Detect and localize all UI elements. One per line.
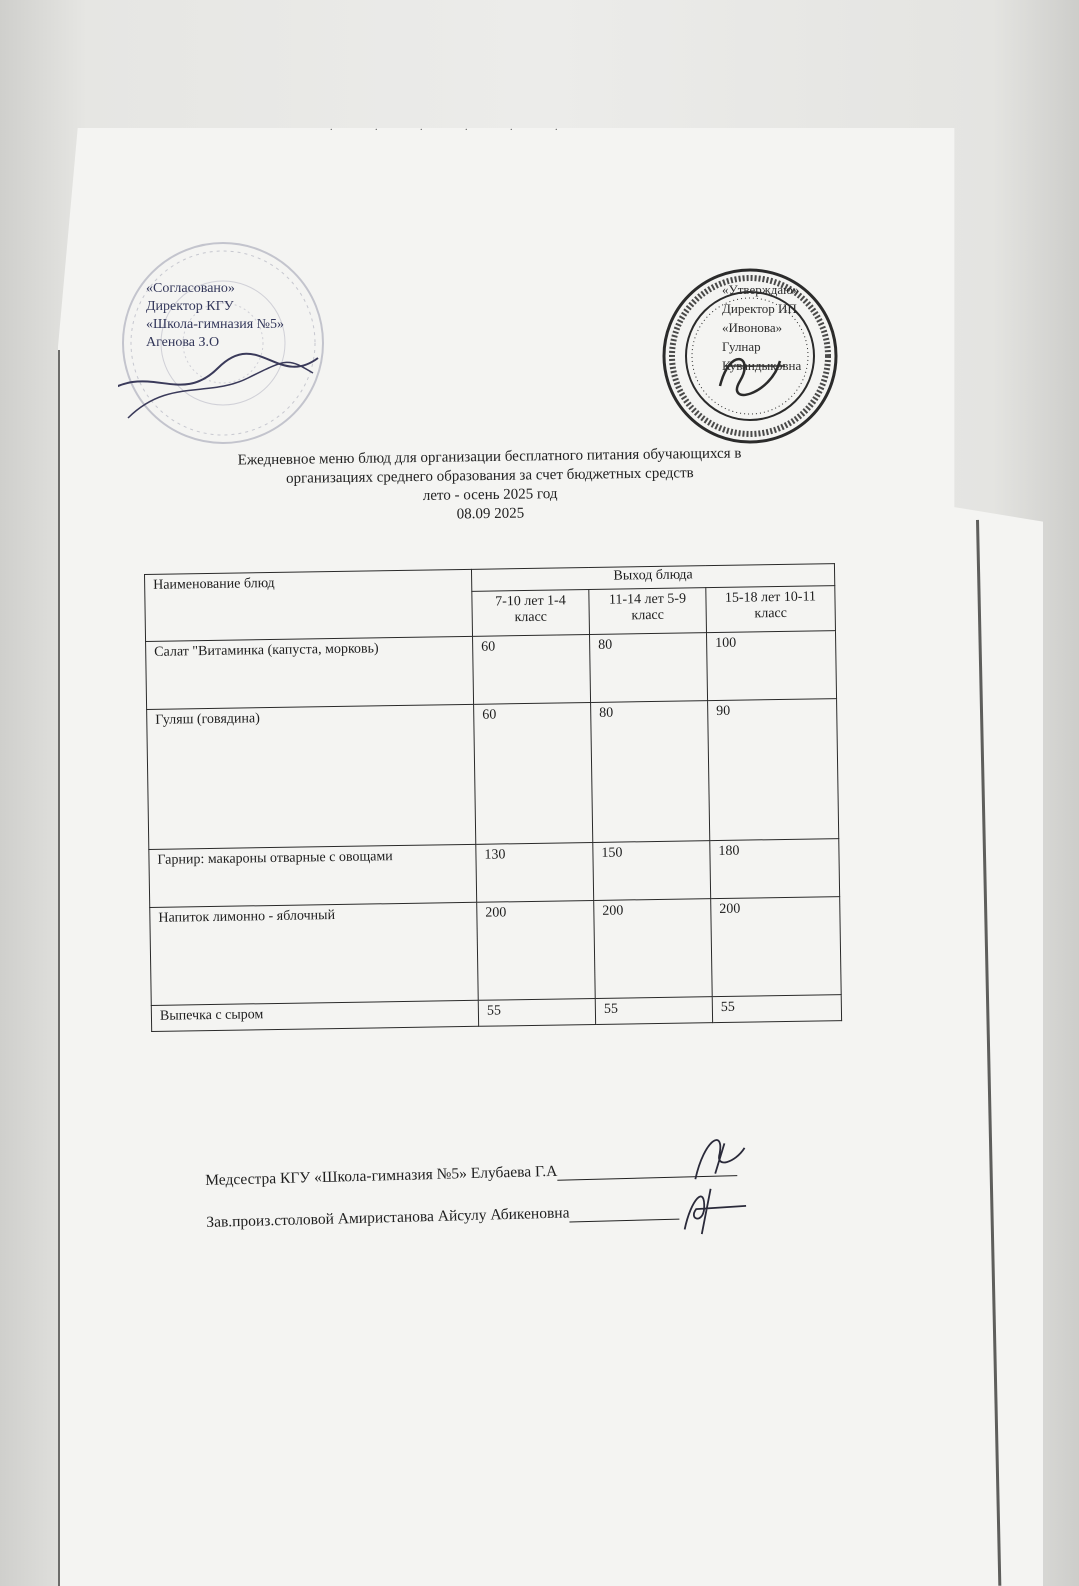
portion-value: 130 [476, 842, 594, 902]
nurse-name: Медсестра КГУ «Школа-гимназия №5» Елубаева Г.А [205, 1162, 558, 1189]
approval-block-right [722, 280, 801, 375]
portion-value: 80 [591, 701, 710, 843]
dish-name: Напиток лимонно - яблочный [150, 902, 478, 1005]
signature-underline [570, 1219, 680, 1223]
title-line: лето - осень 2025 год [422, 486, 558, 504]
portion-value: 150 [593, 841, 711, 901]
document-title [160, 443, 821, 528]
approval-left-line: «Школа-гимназия №5» [146, 317, 285, 332]
portion-value: 200 [594, 899, 713, 999]
table-row [150, 897, 841, 1006]
approval-right-line: «Утверждаю» [722, 282, 800, 297]
dish-name: Гуляш (говядина) [147, 704, 476, 849]
portion-value: 200 [711, 897, 842, 997]
signature-block [205, 1158, 739, 1256]
document-date: 08.09 2025 [456, 505, 525, 523]
portion-value: 60 [474, 703, 593, 845]
canteen-signature-line [206, 1200, 738, 1232]
approval-right-line: Гулнар [722, 339, 761, 354]
portion-value: 55 [478, 998, 595, 1026]
approval-block-left [146, 280, 284, 352]
dish-name: Выпечка с сыром [151, 1000, 478, 1031]
dish-name: Гарнир: макароны отварные с овощами [149, 844, 477, 907]
table-row [146, 631, 837, 710]
table-row [147, 699, 839, 850]
header-dish-name: Наименование блюд [145, 569, 473, 641]
approval-left-line: «Согласовано» [146, 281, 235, 296]
canteen-head-name: Зав.произ.столовой Амиристанова Айсулу Абикеновна [206, 1204, 570, 1231]
portion-value: 90 [708, 699, 839, 841]
approval-left-line: Агенова З.О [146, 335, 220, 350]
header-age-group: 7-10 лет 1-4 класс [472, 589, 590, 636]
header-portion-group: Выход блюда [471, 564, 834, 592]
handwritten-signature [675, 1178, 757, 1240]
portion-value: 60 [473, 635, 591, 705]
portion-value: 100 [706, 631, 836, 701]
approval-right-line: Кувандыковна [722, 358, 802, 373]
header-age-group: 11-14 лет 5-9 класс [589, 588, 707, 635]
title-line: Ежедневное меню блюд для организации бесплатного питания обучающихся в [237, 445, 742, 469]
table-row [149, 839, 840, 908]
title-line: организациях среднего образования за счет бюджетных средств [285, 465, 694, 487]
scuff-marks: . . . . . . [330, 122, 578, 133]
dish-name: Салат "Витаминка (капуста, морковь) [146, 636, 474, 709]
menu-table [144, 563, 842, 1032]
portion-value: 55 [595, 997, 712, 1025]
portion-value: 180 [710, 839, 840, 899]
approval-left-line: Директор КГУ [146, 299, 234, 314]
header-age-group: 15-18 лет 10-11 класс [706, 586, 836, 633]
sheet-edge-left [58, 350, 60, 1586]
approval-right-line: «Ивонова» [722, 320, 783, 335]
portion-value: 55 [712, 995, 841, 1023]
portion-value: 80 [590, 633, 708, 703]
portion-value: 200 [477, 900, 596, 1000]
approval-right-line: Директор ИП [722, 301, 797, 316]
